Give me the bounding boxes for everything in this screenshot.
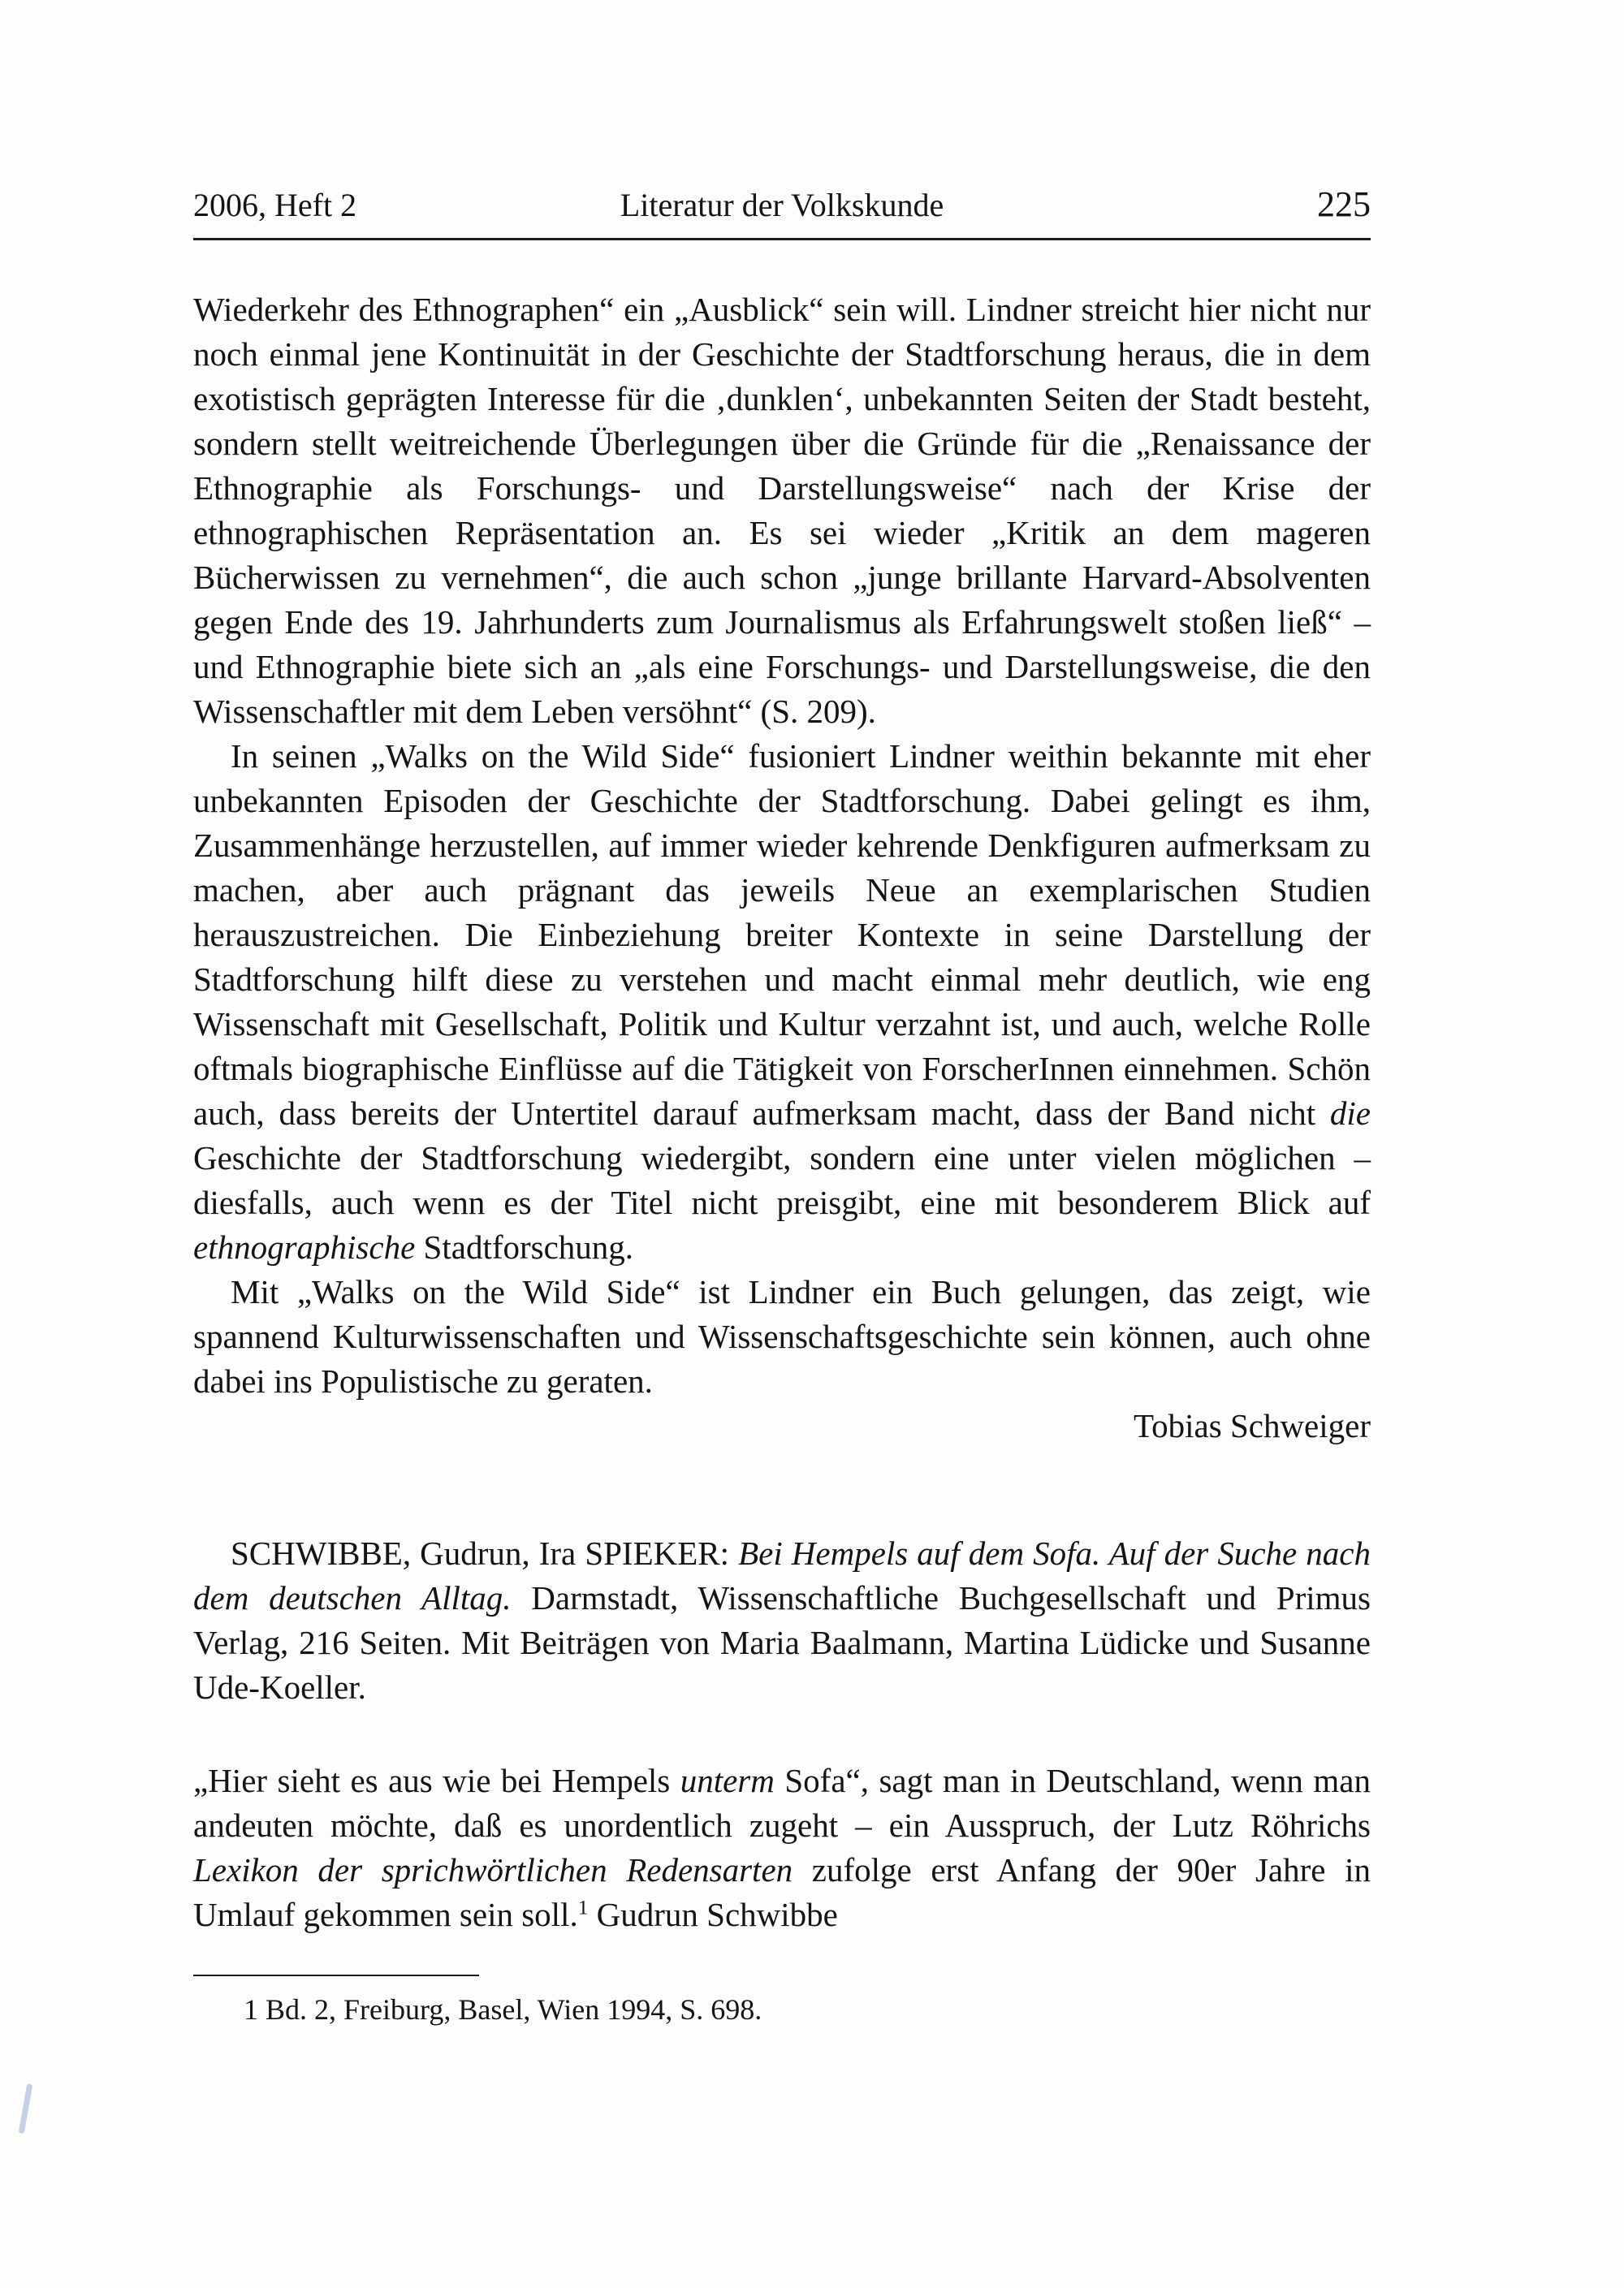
text-run: Sofa“, sagt man in Deutschland, wenn man andeuten möchte, daß es unordentlich zugeht – ein Ausspruch, der Lutz Röhrichs bbox=[193, 1762, 1371, 1844]
text-run: Darmstadt, Wissenschaftliche Buchgesellschaft und Primus Verlag, 216 Seiten. Mit Beiträgen von Maria Baalmann, Martina Lüdicke und Susanne Ude-Koeller. bbox=[193, 1579, 1371, 1706]
reviewer-signature bbox=[193, 1404, 1371, 1448]
italic-text-run: Bei Hempels auf dem Sofa. Auf der Suche nach dem deutschen Alltag. bbox=[193, 1535, 1371, 1617]
running-head bbox=[193, 185, 1371, 225]
text-run: Tobias Schweiger bbox=[1133, 1407, 1371, 1444]
text-run: zufolge erst Anfang der 90er Jahre in Umlauf gekommen sein soll. bbox=[193, 1851, 1371, 1933]
text-run: Geschichte der Stadtforschung wiedergibt, sondern eine unter vielen möglichen – diesfalls, auch wenn es der Titel nicht preisgibt, eine mit besonderem Blick auf bbox=[193, 1139, 1371, 1221]
footnote-area bbox=[193, 1975, 1371, 2028]
text-run: „Hier sieht es aus wie bei Hempels bbox=[193, 1762, 680, 1799]
article-body bbox=[193, 287, 1371, 1937]
footnote-marker: 1 bbox=[577, 1896, 589, 1919]
italic-text-run: ethnographische bbox=[193, 1228, 416, 1266]
running-head-section-title: Literatur der Volkskunde bbox=[620, 187, 944, 223]
review-bibliographic-heading bbox=[193, 1531, 1371, 1710]
review-paragraph-continuation bbox=[193, 287, 1371, 734]
page-content bbox=[193, 185, 1371, 2028]
footnote-separator-rule bbox=[193, 1975, 479, 1976]
running-head-rule bbox=[193, 238, 1371, 240]
scan-ink-artifact bbox=[19, 2083, 33, 2134]
running-head-page-number: 225 bbox=[1317, 184, 1371, 224]
italic-text-run: unterm bbox=[680, 1762, 775, 1799]
text-run: Mit „Walks on the Wild Side“ ist Lindner ein Buch gelungen, das zeigt, wie spannend Kulturwissenschaften und Wissenschaftsgeschichte sein können, auch ohne dabei ins Populistische zu geraten. bbox=[193, 1273, 1371, 1400]
text-run: Wiederkehr des Ethnographen“ ein „Ausblick“ sein will. Lindner streicht hier nicht nur noch einmal jene Kontinuität in der Geschichte der Stadtforschung heraus, die in dem exotistisch geprägten Interesse für die ‚dunklen‘, unbekannten Seiten der Stadt besteht, sondern stellt weitreichende Überlegungen über die Gründe für die „Renaissance der Ethnographie als Forschungs- und Darstellungsweise“ nach der Krise der ethnographischen Repräsentation an. Es sei wieder „Kritik an dem mageren Bücherwissen zu vernehmen“, die auch schon „junge brillante Harvard-Absolventen gegen Ende des 19. Jahrhunderts zum Journalismus als Erfahrungswelt stoßen ließ“ – und Ethnographie biete sich an „als eine Forschungs- und Darstellungsweise, die den Wissenschaftler mit dem Leben versöhnt“ (S. 209). bbox=[193, 291, 1371, 730]
italic-text-run: die bbox=[1329, 1094, 1371, 1132]
footnote: 1 Bd. 2, Freiburg, Basel, Wien 1994, S. 698. bbox=[244, 1993, 762, 2026]
text-run: SCHWIBBE, Gudrun, Ira SPIEKER: bbox=[231, 1535, 739, 1572]
text-run: Stadtforschung. bbox=[415, 1228, 634, 1266]
review-paragraph bbox=[193, 734, 1371, 1270]
italic-text-run: Lexikon der sprichwörtlichen Redensarten bbox=[193, 1851, 793, 1889]
running-head-issue: 2006, Heft 2 bbox=[193, 187, 357, 223]
text-run: In seinen „Walks on the Wild Side“ fusioniert Lindner weithin bekannte mit eher unbekannten Episoden der Geschichte der Stadtforschung. Dabei gelingt es ihm, Zusammenhänge herzustellen, auf immer wieder kehrende Denkfiguren aufmerksam zu machen, aber auch prägnant das jeweils Neue an exemplarischen Studien herauszustreichen. Die Einbeziehung breiter Kontexte in seine Darstellung der Stadtforschung hilft diese zu verstehen und macht einmal mehr deutlich, wie eng Wissenschaft mit Gesellschaft, Politik und Kultur verzahnt ist, und auch, welche Rolle oftmals biographische Einflüsse auf die Tätigkeit von ForscherInnen einnehmen. Schön auch, dass bereits der Untertitel darauf aufmerksam macht, dass der Band nicht bbox=[193, 737, 1371, 1132]
text-run: Gudrun Schwibbe bbox=[588, 1896, 838, 1933]
review-paragraph bbox=[193, 1759, 1371, 1937]
review-paragraph bbox=[193, 1270, 1371, 1404]
